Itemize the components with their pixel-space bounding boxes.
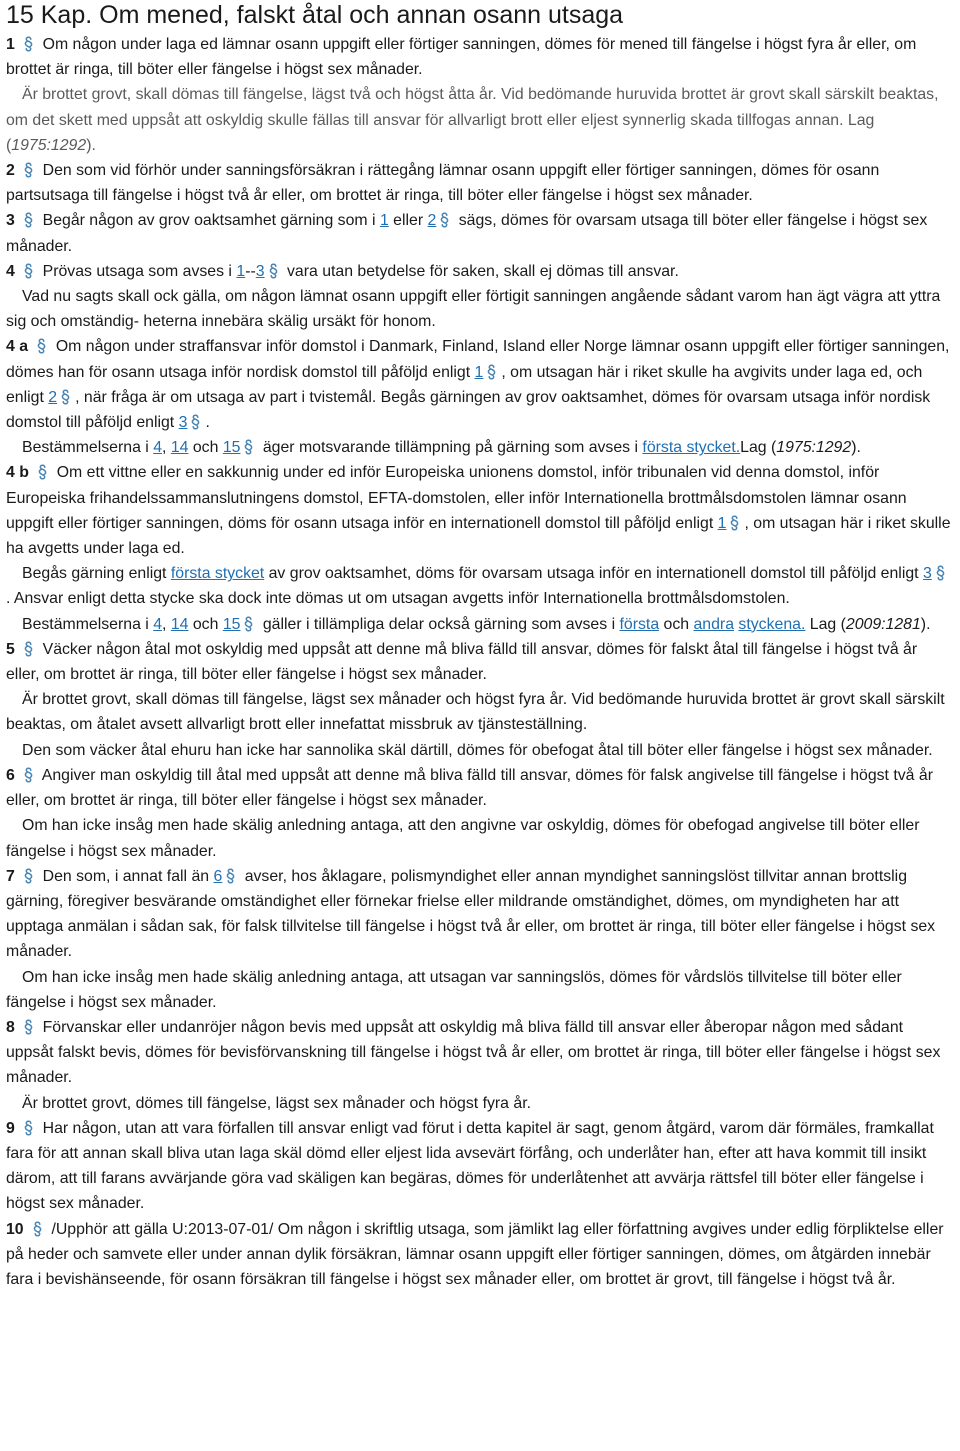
link-forsta-stycket[interactable]: första stycket [170, 565, 265, 583]
section-4b-paragraph-3: Bestämmelserna i 4, 14 och 15 gäller i tillämpliga delar också gärning som avses i första och andra styckena. Lag (2009:1281). [2, 612, 958, 637]
section-number: 4 a [6, 338, 29, 356]
section-sign-icon [21, 208, 36, 233]
section-number: 10 [6, 1220, 24, 1238]
section-4b-paragraph-2: Begås gärning enligt första stycket av grov oaktsamhet, döms för ovarsam utsaga inför en internationell domstol till påföljd enligt 3. Ansvar enligt detta stycke ska dock inte dömas ut om utsagan avgetts inför Internationella brottmålsdomstolen. [2, 561, 958, 611]
section-number: 6 [6, 766, 15, 784]
link-forsta-stycket[interactable]: första stycket. [642, 439, 741, 457]
section-6-paragraph-2: Om han icke insåg men hade skälig anledning antaga, att den angivne var oskyldig, dömes för obefogad angivelse till böter eller fängelse i högst sex månader. [6, 817, 920, 860]
section-sign-icon [21, 637, 36, 662]
section-9: 9 Har någon, utan att vara förfallen till ansvar enligt vad förut i detta kapitel är sagt, genom åtgärd, varom där förmäles, framkallat fara för att annan skall bliva utan laga skäl dömd eller eljest lida avsevärt förfång, och underlåter han, efter att hava kommit till insikt därom, att till farans avvärjande göra vad skäligen kan begäras, dömes för underlåtenhet att avvärja rättsfel till böter eller fängelse i högst sex månader. [2, 1116, 958, 1217]
section-sign-icon [241, 612, 256, 637]
section-8-paragraph-2: Är brottet grovt, dömes till fängelse, lägst sex månader och högst fyra år. [22, 1094, 532, 1112]
section-link-6[interactable]: 6 [213, 868, 240, 885]
section-sign-icon [21, 32, 36, 57]
section-sign-icon [58, 385, 73, 410]
section-5: 5 Väcker någon åtal mot oskyldig med uppsåt att denne må bliva fälld till ansvar, dömes för falskt åtal till fängelse i högst två år eller, om brottet är ringa, till böter eller fängelse i högst sex månader. [2, 637, 958, 687]
section-5-paragraph-3: Den som väcker åtal ehuru han icke har sannolika skäl därtill, dömes för obefogat åtal till böter eller fängelse i högst sex månader. [22, 741, 933, 759]
section-link-1[interactable]: 1 [236, 262, 246, 280]
section-1: 1 Om någon under laga ed lämnar osann uppgift eller förtiger sanningen, dömes för mened till fängelse i högst fyra år eller, om brottet är ringa, till böter eller fängelse i högst sex månader. [2, 32, 958, 82]
section-7: 7 Den som, i annat fall än 6 avser, hos åklagare, polismyndighet eller annan myndighet sanningslöst tillvitar annan brottslig gärning, föregiver besvärande omständighet eller förnekar frielse eller mildrande omständighet, dömes, om myndigheten har att upptaga anmälan i sådan sak, för falsk tillvitelse till fängelse i högst två år eller, om brottet är ringa, till böter eller fängelse i högst sex månader. [2, 864, 958, 965]
section-link-3[interactable]: 3 [256, 263, 283, 280]
section-sign-icon [223, 864, 238, 889]
section-sign-icon [727, 511, 742, 536]
link-andra[interactable]: andra [693, 615, 735, 633]
section-number: 3 [6, 212, 15, 230]
document [2, 0, 958, 1292]
section-4-paragraph-2: Vad nu sagts skall ock gälla, om någon lämnat osann uppgift eller förtigit sanningen angående sådant varom han ägt vägra att yttra sig och omständig- heterna innebära skälig ursäkt för honom. [6, 288, 941, 331]
section-sign-icon [266, 259, 281, 284]
section-4: 4 Prövas utsaga som avses i 1--3 vara utan betydelse för saken, skall ej dömas till ansvar. [2, 259, 958, 284]
section-1-paragraph-2: Är brottet grovt, skall dömas till fängelse, lägst två och högst åtta år. Vid bedömande huruvida brottet är grovt skall särskilt beaktas, om det skett med uppsåt att oskyldig skulle fällas till ansvar för allvarligt brott eller eljest synnerlig skada tillfogas annan. Lag (1975:1292). [6, 86, 939, 154]
section-sign-icon [241, 435, 256, 460]
section-number: 8 [6, 1018, 15, 1036]
section-link-3[interactable]: 3 [179, 414, 206, 431]
section-link-4[interactable]: 4 [153, 439, 163, 457]
section-3: 3 Begår någon av grov oaktsamhet gärning som i 1 eller 2 sägs, dömes för ovarsam utsaga till böter eller fängelse i högst sex månader. [2, 208, 958, 258]
law-reference: 1975:1292 [11, 136, 87, 154]
section-number: 5 [6, 640, 15, 658]
section-link-1[interactable]: 1 [379, 212, 389, 230]
law-reference: 2009:1281 [845, 615, 921, 633]
section-sign-icon [21, 864, 36, 889]
section-6: 6 Angiver man oskyldig till åtal med uppsåt att denne må bliva fälld till ansvar, dömes för falsk angivelse till fängelse i högst två år eller, om brottet är ringa, till böter eller fängelse i högst sex månader. [2, 763, 958, 813]
section-sign-icon [21, 1116, 36, 1141]
section-number: 2 [6, 162, 15, 180]
section-link-2[interactable]: 2 [48, 389, 75, 406]
section-link-3[interactable]: 3 [923, 565, 950, 582]
section-sign-icon [30, 1217, 45, 1242]
section-5-paragraph-2: Är brottet grovt, skall dömas till fängelse, lägst sex månader och högst fyra år. Vid bedömande huruvida brottet är grovt skall särskilt beaktas, om åtalet avsett allvarligt brott eller innefattat missbruk av tjänsteställning. [6, 691, 945, 734]
section-number: 4 [6, 262, 15, 280]
section-sign-icon [21, 763, 36, 788]
section-link-15[interactable]: 15 [223, 439, 259, 456]
section-link-4[interactable]: 4 [153, 615, 163, 633]
section-sign-icon [437, 208, 452, 233]
section-sign-icon [21, 1015, 36, 1040]
section-8: 8 Förvanskar eller undanröjer någon bevis med uppsåt att oskyldig må bliva fälld till ansvar eller åberopar någon med sådant uppsåt falskt bevis, dömes för bevisförvanskning till fängelse i högst två år eller, om brottet är ringa, till böter eller fängelse i högst sex månader. [2, 1015, 958, 1091]
section-sign-icon [35, 460, 50, 485]
section-link-1[interactable]: 1 [718, 515, 745, 532]
section-link-2[interactable]: 2 [428, 212, 455, 229]
section-link-1[interactable]: 1 [475, 364, 502, 381]
section-number: 7 [6, 867, 15, 885]
section-link-14[interactable]: 14 [170, 615, 189, 633]
section-number: 9 [6, 1119, 15, 1137]
section-sign-icon [933, 561, 948, 586]
section-sign-icon [484, 360, 499, 385]
section-sign-icon [34, 334, 49, 359]
section-number: 4 b [6, 464, 29, 482]
section-sign-icon [21, 259, 36, 284]
section-7-paragraph-2: Om han icke insåg men hade skälig anledning antaga, att utsagan var sanningslös, dömes för vårdslös tillvitelse till böter eller fängelse i högst sex månader. [6, 968, 902, 1011]
section-link-15[interactable]: 15 [223, 616, 259, 633]
section-link-14[interactable]: 14 [170, 439, 189, 457]
section-sign-icon [188, 410, 203, 435]
link-forsta[interactable]: första [619, 615, 660, 633]
section-2: 2 Den som vid förhör under sanningsförsäkran i rättegång lämnar osann uppgift eller förtiger sanningen, dömes för osann partsutsaga till fängelse i högst två år eller, om brottet är ringa, till böter eller fängelse i högst sex månader. [2, 158, 958, 208]
section-4b: 4 b Om ett vittne eller en sakkunnig under ed inför Europeiska unionens domstol, inför tribunalen vid denna domstol, inför Europeiska frihandelssammanslutningens domstol, EFTA-domstolen, eller inför Internationella brottmålsdomstolen lämnar osann uppgift eller förtiger sanningen, döms för osann utsaga inför en internationell domstol till påföljd enligt 1 , om utsagan här i riket skulle ha avgetts under laga ed. [2, 460, 958, 561]
chapter-title: 15 Kap. Om mened, falskt åtal och annan osann utsaga [6, 1, 624, 29]
link-styckena[interactable]: styckena. [738, 615, 806, 633]
section-sign-icon [21, 158, 36, 183]
section-4a: 4 a Om någon under straffansvar inför domstol i Danmark, Finland, Island eller Norge lämnar osann uppgift eller förtiger sanningen, dömes han för osann utsaga inför nordisk domstol till påföljd enligt 1 , om utsagan här i riket skulle ha avgivits under laga ed, och enligt 2 , när fråga är om utsaga av part i tvistemål. Begås gärningen av grov oaktsamhet, dömes för ovarsam utsaga inför nordisk domstol till påföljd enligt 3 . [2, 334, 958, 435]
section-number: 1 [6, 36, 15, 53]
section-4a-paragraph-2: Bestämmelserna i 4, 14 och 15 äger motsvarande tillämpning på gärning som avses i första stycket.Lag (1975:1292). [2, 435, 958, 460]
law-reference: 1975:1292 [776, 439, 852, 457]
section-10: 10 /Upphör att gälla U:2013-07-01/ Om någon i skriftlig utsaga, som jämlikt lag eller författning avgives under edlig förpliktelse eller på heder och samvete eller under annan dylik försäkran, lämnar osann uppgift eller förtiger sanningen, dömes, om åtgärden innebär fara i bevishänseende, för osann försäkran till fängelse i högst sex månader eller, om brottet är grovt, till fängelse i högst två år. [2, 1217, 958, 1293]
